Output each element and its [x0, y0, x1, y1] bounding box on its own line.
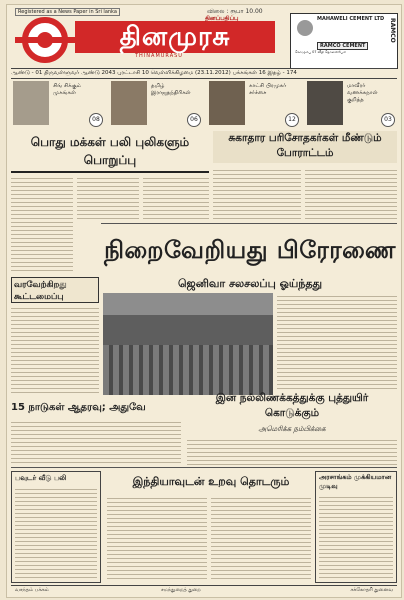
photo-ceiling [103, 293, 273, 315]
teaser-row [11, 79, 397, 131]
teaser-photo [209, 81, 245, 125]
price-label: விலை : ரூபா 10.00 [207, 8, 263, 15]
page-number-badge: 03 [381, 113, 395, 127]
newspaper-title: தினமுரசு [75, 21, 275, 53]
photo-podium [103, 315, 273, 345]
divider [101, 223, 397, 224]
page-number-badge: 12 [285, 113, 299, 127]
cement-advertisement [290, 13, 398, 69]
bottom-left-headline[interactable]: பவுடர் வீடு பலி [15, 474, 67, 482]
article-body-column [187, 437, 397, 465]
article-body-column [143, 175, 209, 221]
registration-notice: Registered as a News Paper in Sri lanka [15, 8, 120, 16]
article-body-column [319, 494, 393, 580]
ad-side-text: RAMCO [389, 18, 396, 43]
teaser-item[interactable] [305, 79, 397, 131]
sidebar-headline[interactable]: வரவேற்கிறது கூட்டமைப்பு [11, 277, 99, 303]
ad-product: RAMCO CEMENT [317, 42, 368, 50]
edition-tag: தினப்பதிப்பு [205, 15, 239, 22]
headline-civilian-deaths[interactable]: பொது மக்கள் பலி புலிகளும் பொறுப்பு [11, 133, 209, 173]
ad-address: கொழும்பு 07 வீதி தொலைபேசி [295, 50, 346, 54]
date-strip: ஆண்டு - 01 திருவள்ளுவர் ஆண்டு 2043 புரட்டாசி 10 வெள்ளிக்கிழமை (23.11.2012) பக்கங்கள் 16 இதழ் - 174 [11, 68, 397, 79]
article-body-column [15, 486, 97, 580]
article-body-column [11, 419, 181, 463]
teaser-caption: மாவீரர் வணக்கநாள் குறித்த [347, 83, 378, 103]
hero-headline[interactable]: நிறைவேறியது பிரேரணை [104, 235, 396, 264]
teaser-item[interactable] [11, 79, 107, 131]
page-number-badge: 06 [187, 113, 201, 127]
teaser-item[interactable] [109, 79, 205, 131]
headline-india-relations[interactable]: இந்தியாவுடன் உறவு தொடரும் [132, 475, 290, 488]
article-body-column [211, 495, 311, 581]
teaser-caption: சிங் சிக்கும் முகங்கள் [53, 83, 81, 96]
footer-strip [11, 585, 397, 595]
bottom-right-headline[interactable]: அரசாங்கம் முக்கியமான முடிவு [319, 473, 392, 490]
headline-american-confidence[interactable]: அமெரிக்க நம்பிக்கை [258, 425, 326, 433]
bottom-left-box [11, 471, 101, 583]
article-body-column [305, 167, 397, 221]
teaser-caption: தமிழ் இராஜதந்திரிகள் [151, 83, 191, 96]
teaser-item[interactable] [207, 79, 303, 131]
teaser-caption: காட்சி பிரமுகர் சர்ச்சை [249, 83, 287, 96]
headline-reconciliation[interactable]: இன நல்லிணக்கத்துக்கு புத்துயிர் கொடுக்கும் [215, 392, 369, 419]
article-body-column [213, 167, 301, 221]
article-body-column [77, 175, 139, 221]
footer-center: சமந்துறைத் துறை [161, 587, 201, 593]
newspaper-title-latin: THINAMURASU [135, 53, 183, 59]
ad-brand: MAHAWELI CEMENT LTD [317, 16, 385, 22]
un-assembly-photo [103, 293, 273, 395]
footer-right: சக்கோதரி துனைவ [350, 587, 393, 593]
headline-15-nations[interactable]: 15 நாடுகள் ஆதரவு; அதுவே [11, 402, 146, 413]
page-number-badge: 08 [89, 113, 103, 127]
footer-left: வசந்தம் பக்கம் [15, 587, 49, 593]
article-body-column [11, 305, 99, 395]
hero-subheadline[interactable]: ஜெனிவா சலசலப்பு ஓய்ந்தது [177, 277, 323, 290]
divider [11, 467, 397, 468]
cement-logo-icon [297, 20, 313, 36]
headline-health-inspectors[interactable]: சுகாதார பரிசோதகர்கள் மீண்டும் போராட்டம் [213, 131, 397, 163]
bottom-right-box [315, 471, 397, 583]
article-body-column [11, 175, 73, 271]
photo-delegates [103, 345, 273, 395]
teaser-photo [13, 81, 49, 125]
newspaper-front-page [6, 4, 402, 598]
article-body-column [277, 293, 397, 391]
teaser-photo [111, 81, 147, 125]
teaser-photo [307, 81, 343, 125]
article-body-column [107, 495, 207, 581]
masthead [15, 17, 285, 63]
